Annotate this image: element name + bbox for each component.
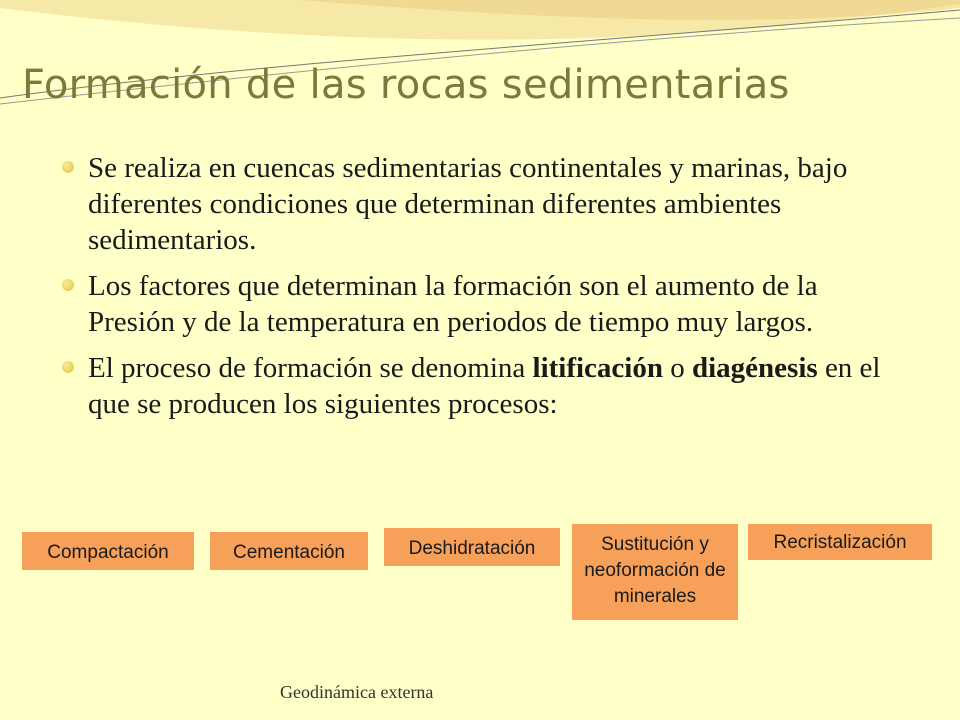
- bullet-dot-icon: [62, 279, 74, 291]
- bullet-dot-icon: [62, 161, 74, 173]
- process-box-sustitucion: Sustitución y neoformación de minerales: [572, 524, 738, 620]
- process-box-deshidratacion: Deshidratación: [384, 528, 560, 566]
- bullet-item: [62, 350, 902, 422]
- bullet-text: Se realiza en cuencas sedimentarias continentales y marinas, bajo diferentes condiciones que determinan diferentes ambientes sedimentarios.: [88, 152, 848, 256]
- bold-term: litificación: [532, 352, 663, 384]
- bold-term: diagénesis: [692, 352, 818, 384]
- bullet-text: Los factores que determinan la formación son el aumento de la Presión y de la temperatura en periodos de tiempo muy largos.: [88, 270, 818, 338]
- bullet-text-part: o: [663, 352, 692, 384]
- bullet-dot-icon: [62, 361, 74, 373]
- process-box-cementacion: Cementación: [210, 532, 368, 570]
- bullet-text-part: El proceso de formación se denomina: [88, 352, 533, 384]
- slide-title: Formación de las rocas sedimentarias: [22, 62, 790, 108]
- bullet-item: [62, 268, 902, 340]
- bullet-text-part: en el que se producen los siguientes procesos:: [88, 352, 881, 420]
- bullet-item: [62, 150, 902, 258]
- process-box-compactacion: Compactación: [22, 532, 194, 570]
- bullet-list: [62, 150, 902, 432]
- slide-footer: Geodinámica externa: [280, 682, 434, 702]
- process-box-recristalizacion: Recristalización: [748, 524, 932, 560]
